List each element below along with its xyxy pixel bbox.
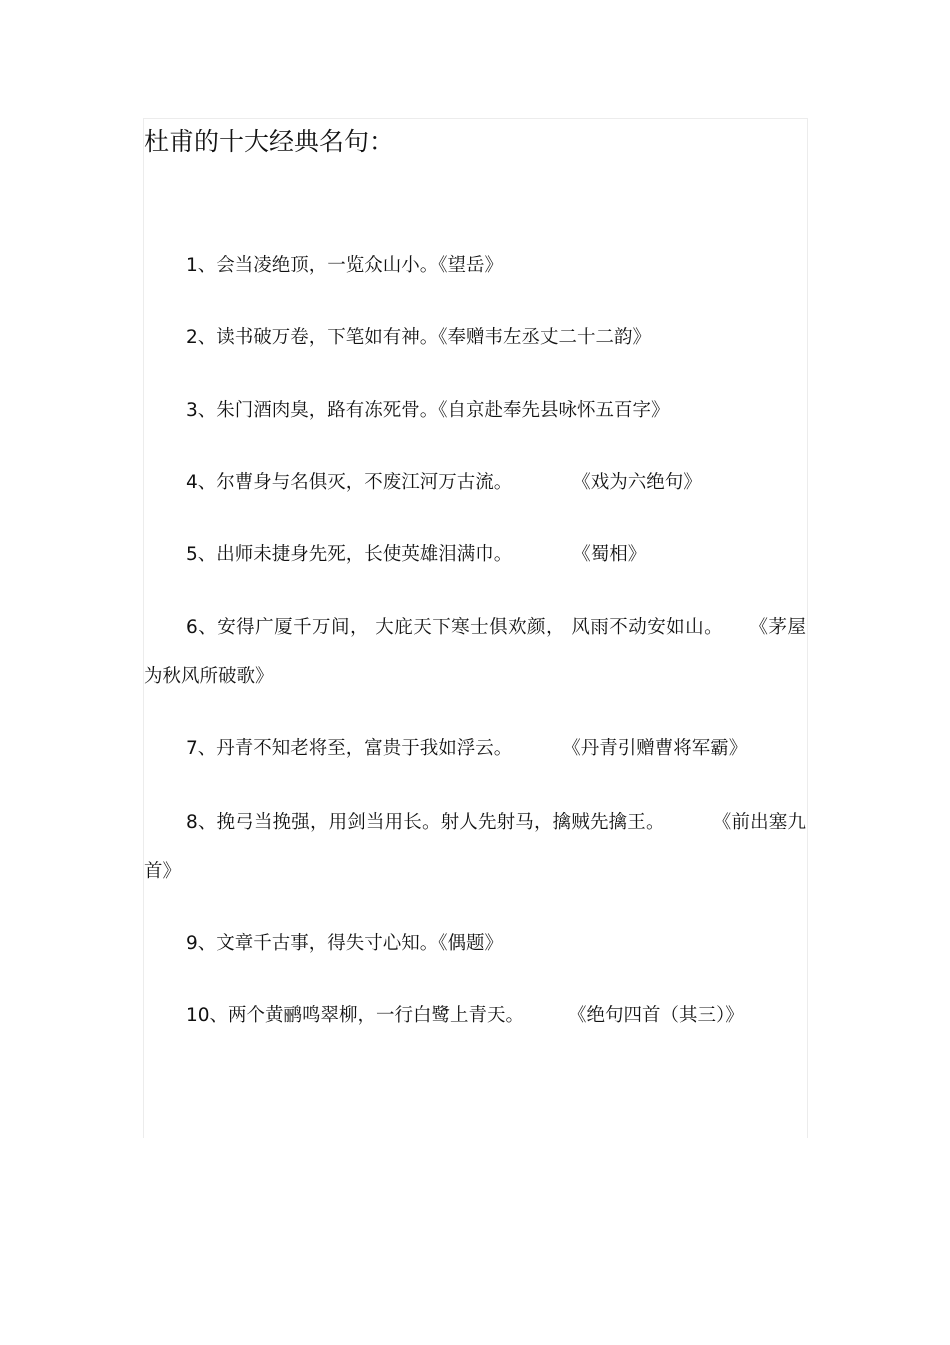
quote-source: 《奉赠韦左丞丈二十二韵》 [438, 327, 652, 348]
quote-source: 《茅屋为秋风所破歌》 [144, 617, 806, 687]
quote-text: 5、出师未捷身先死，长使英雄泪满巾。 [186, 544, 513, 565]
quote-source: 《偶题》 [438, 933, 504, 954]
quote-source: 《自京赴奉先县咏怀五百字》 [438, 400, 670, 421]
quote-source: 《绝句四首（其三）》 [568, 1005, 744, 1026]
quote-text: 4、尔曹身与名俱灭，不废江河万古流。 [186, 472, 513, 493]
quote-text: 7、丹青不知老将至，富贵于我如浮云。 [186, 738, 513, 759]
quote-source: 《望岳》 [438, 255, 504, 276]
quote-item [144, 603, 806, 701]
quote-text: 2、读书破万卷，下笔如有神。 [186, 327, 439, 348]
quote-item [144, 241, 806, 290]
quote-item [144, 458, 806, 507]
quote-source: 《蜀相》 [572, 544, 647, 565]
quote-item [144, 991, 806, 1040]
page-title: 杜甫的十大经典名句： [144, 127, 395, 156]
quote-text: 9、文章千古事，得失寸心知。 [186, 933, 439, 954]
quote-source: 《丹青引赠曹将军霸》 [562, 738, 748, 759]
quote-text: 3、朱门酒肉臭，路有冻死骨。 [186, 400, 439, 421]
quote-item [144, 798, 806, 896]
quote-text: 8、挽弓当挽强，用剑当用长。射人先射马，擒贼先擒王。 [186, 812, 665, 833]
quote-item [144, 530, 806, 579]
quote-item [144, 919, 806, 968]
quote-source: 《戏为六绝句》 [572, 472, 702, 493]
quote-item [144, 386, 806, 435]
quote-source: 《前出塞九首》 [144, 812, 806, 882]
quote-text: 1、会当凌绝顶，一览众山小。 [186, 255, 439, 276]
quote-text: 6、安得广厦千万间， 大庇天下寒士俱欢颜， 风雨不动安如山。 [186, 617, 724, 638]
quote-item [144, 724, 806, 773]
quote-item [144, 313, 806, 362]
quote-text: 10、两个黄鹂鸣翠柳，一行白鹭上青天。 [186, 1005, 525, 1026]
